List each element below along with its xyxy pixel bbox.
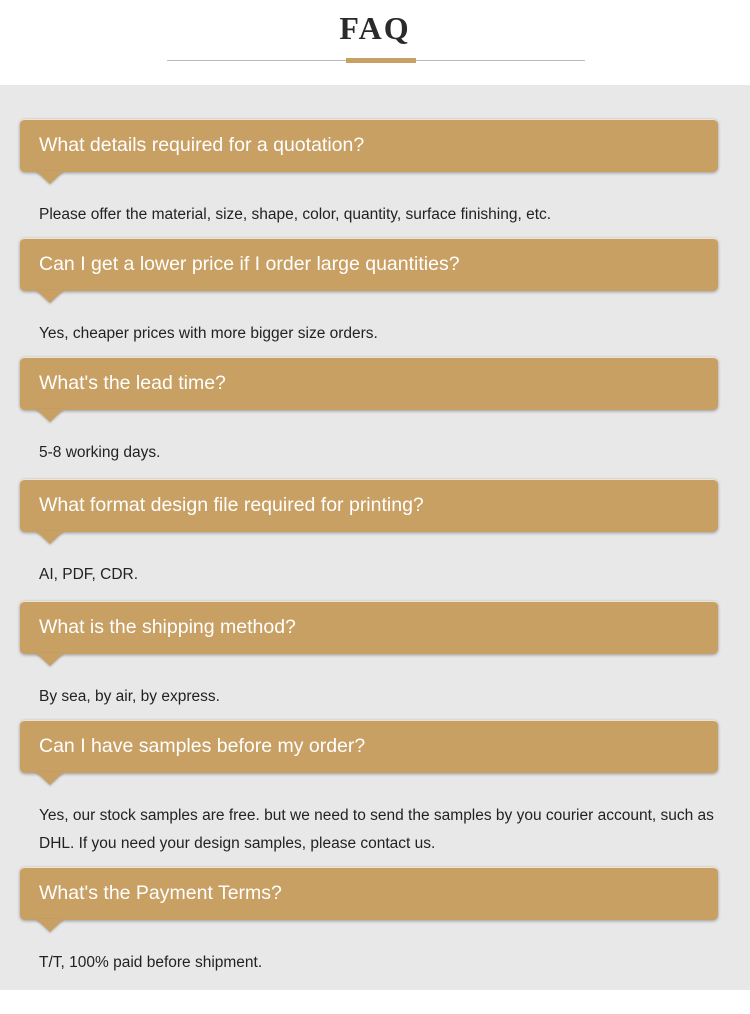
faq-answer: Yes, cheaper prices with more bigger size orders. xyxy=(39,325,378,342)
bubble-pointer xyxy=(36,772,64,785)
faq-question: Can I have samples before my order? xyxy=(39,735,366,757)
faq-question-bubble xyxy=(20,479,718,532)
faq-question: Can I get a lower price if I order large quantities? xyxy=(39,253,460,275)
faq-question: What's the lead time? xyxy=(39,372,226,394)
faq-header xyxy=(0,0,750,85)
faq-question: What's the Payment Terms? xyxy=(39,882,282,904)
faq-question-bubble xyxy=(20,357,718,410)
bubble-pointer xyxy=(36,409,64,422)
faq-question-bubble xyxy=(20,601,718,654)
faq-list xyxy=(0,85,750,990)
title-accent-bar xyxy=(346,58,416,63)
faq-answer: By sea, by air, by express. xyxy=(39,688,220,705)
faq-question: What is the shipping method? xyxy=(39,616,296,638)
faq-answer: T/T, 100% paid before shipment. xyxy=(39,954,263,971)
bubble-pointer xyxy=(36,290,64,303)
faq-question-bubble xyxy=(20,720,718,773)
faq-answer: Please offer the material, size, shape, color, quantity, surface finishing, etc. xyxy=(39,206,552,223)
faq-question-bubble xyxy=(20,867,718,920)
faq-question-bubble xyxy=(20,238,718,291)
faq-answer: 5-8 working days. xyxy=(39,444,161,461)
faq-question: What format design file required for printing? xyxy=(39,494,424,516)
page-title: FAQ xyxy=(339,10,411,46)
faq-question-bubble xyxy=(20,119,718,172)
bubble-pointer xyxy=(36,919,64,932)
bubble-pointer xyxy=(36,171,64,184)
bubble-pointer xyxy=(36,653,64,666)
faq-answer: AI, PDF, CDR. xyxy=(39,566,139,583)
page-footer xyxy=(0,990,750,1014)
bubble-pointer xyxy=(36,531,64,544)
faq-question: What details required for a quotation? xyxy=(39,134,365,156)
faq-answer: Yes, our stock samples are free. but we need to send the samples by you courier account, such as DHL. If you need your design samples, please contact us. xyxy=(39,807,714,852)
